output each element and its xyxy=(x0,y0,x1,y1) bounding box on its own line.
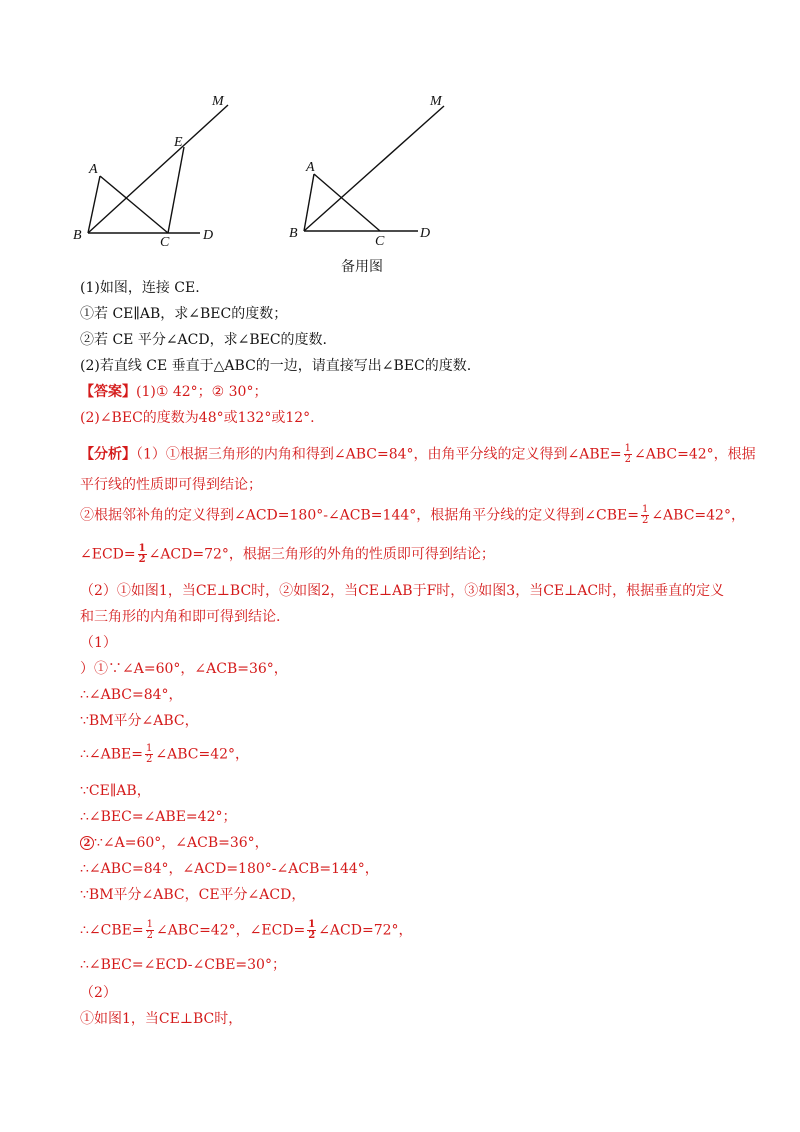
solution-line-7: ∴∠BEC=∠ABE=42°； xyxy=(80,809,237,825)
solution-s5b: ∠ABC=42°， xyxy=(155,746,250,763)
segment-ac xyxy=(314,174,380,231)
question-2: (2)若直线 CE 垂直于△ABC的一边，请直接写出∠BEC的度数. xyxy=(80,358,472,374)
solution-s8: ∵∠A=60°，∠ACB=36°， xyxy=(94,835,269,851)
solution-s11c: ∠ACD=72°， xyxy=(318,922,413,939)
analysis-line-5: （2）①如图1，当CE⊥BC时，②如图2，当CE⊥AB于F时，③如图3，当CE⊥AC时，根据垂直的定义 xyxy=(80,583,725,599)
figure-1-svg xyxy=(60,90,260,250)
fraction-den: 2 xyxy=(308,930,316,941)
ray-bm xyxy=(88,105,228,233)
solution-s11b: ∠ABC=42°，∠ECD= xyxy=(155,922,306,939)
label-d: D xyxy=(203,228,214,243)
analysis-l3b: ∠ABC=42°， xyxy=(651,507,745,524)
analysis-l1a: （1）①根据三角形的内角和得到∠ABC=84°，由角平分线的定义得到∠ABE= xyxy=(136,446,622,463)
figure-2-caption: 备用图 xyxy=(341,259,383,275)
label-a: A xyxy=(89,162,98,177)
fraction-den: 2 xyxy=(624,454,632,465)
fraction-half xyxy=(624,444,632,465)
label-m: M xyxy=(430,94,442,109)
question-1b: ②若 CE 平分∠ACD，求∠BEC的度数. xyxy=(80,332,328,348)
label-b: B xyxy=(73,228,82,243)
fraction-num: 1 xyxy=(308,919,316,930)
answer-line-1 xyxy=(80,383,267,401)
solution-line-3: ∴∠ABC=84°， xyxy=(80,687,183,703)
analysis-tag: 【分析】 xyxy=(80,446,136,463)
answer-part-1: (1)① 42°；② 30°； xyxy=(136,384,268,400)
label-m: M xyxy=(212,94,224,109)
label-e: E xyxy=(174,135,183,150)
label-a: A xyxy=(306,160,315,175)
fraction-half xyxy=(145,744,153,765)
analysis-line-4 xyxy=(80,544,495,565)
analysis-l4b: ∠ACD=72°，根据三角形的外角的性质即可得到结论； xyxy=(148,546,495,563)
question-1: (1)如图，连接 CE. xyxy=(80,280,200,296)
analysis-l3a: ②根据邻补角的定义得到∠ACD=180°-∠ACB=144°，根据角平分线的定义得到∠CBE= xyxy=(80,507,639,524)
solution-line-12: ∴∠BEC=∠ECD-∠CBE=30°； xyxy=(80,957,286,973)
fraction-half xyxy=(641,505,649,526)
analysis-line-3 xyxy=(80,505,745,526)
segment-ab xyxy=(304,174,314,231)
analysis-line-6: 和三角形的内角和即可得到结论. xyxy=(80,609,281,625)
fraction-den: 2 xyxy=(146,930,153,941)
fraction-half xyxy=(307,920,316,941)
label-d: D xyxy=(420,226,431,241)
fraction-half xyxy=(138,544,147,565)
fraction-den: 2 xyxy=(641,515,649,526)
solution-line-1: （1） xyxy=(80,635,117,651)
solution-line-14: ①如图1，当CE⊥BC时， xyxy=(80,1011,243,1027)
analysis-l4a: ∠ECD= xyxy=(80,546,136,563)
solution-line-6: ∵CE∥AB， xyxy=(80,783,151,799)
label-b: B xyxy=(289,226,298,241)
solution-line-2: ）①∵∠A=60°，∠ACB=36°， xyxy=(80,661,288,677)
figure-2 xyxy=(280,90,460,254)
label-c: C xyxy=(375,234,385,249)
figure-2-svg xyxy=(280,90,460,250)
segment-ac xyxy=(100,176,168,233)
analysis-line-1 xyxy=(80,444,756,465)
solution-line-5 xyxy=(80,744,249,765)
fraction-num: 1 xyxy=(146,743,153,754)
fraction-num: 1 xyxy=(146,919,153,930)
solution-line-4: ∵BM平分∠ABC， xyxy=(80,713,199,729)
solution-line-10: ∵BM平分∠ABC，CE平分∠ACD， xyxy=(80,887,306,903)
solution-s5a: ∴∠ABE= xyxy=(80,746,143,763)
question-1a: ①若 CE∥AB，求∠BEC的度数； xyxy=(80,306,288,322)
answer-line-2: (2)∠BEC的度数为48°或132°或12°. xyxy=(80,410,315,426)
fraction-den: 2 xyxy=(146,754,153,765)
analysis-line-2: 平行线的性质即可得到结论； xyxy=(80,477,262,493)
label-c: C xyxy=(160,235,170,250)
fraction-half xyxy=(146,920,154,941)
solution-line-13: （2） xyxy=(80,985,117,1001)
ray-bm xyxy=(304,106,444,231)
fraction-num: 1 xyxy=(138,543,146,554)
fraction-num: 1 xyxy=(624,443,632,454)
figure-1 xyxy=(60,90,260,254)
analysis-l1b: ∠ABC=42°，根据 xyxy=(634,446,756,463)
fraction-num: 1 xyxy=(641,504,649,515)
solution-line-11 xyxy=(80,920,413,941)
segment-ce xyxy=(168,147,184,233)
circled-number: 2 xyxy=(80,836,94,850)
solution-line-8 xyxy=(80,834,269,852)
answer-tag: 【答案】 xyxy=(80,384,136,400)
solution-s11a: ∴∠CBE= xyxy=(80,922,144,939)
fraction-den: 2 xyxy=(138,554,146,565)
solution-line-9: ∴∠ABC=84°，∠ACD=180°-∠ACB=144°， xyxy=(80,861,379,877)
